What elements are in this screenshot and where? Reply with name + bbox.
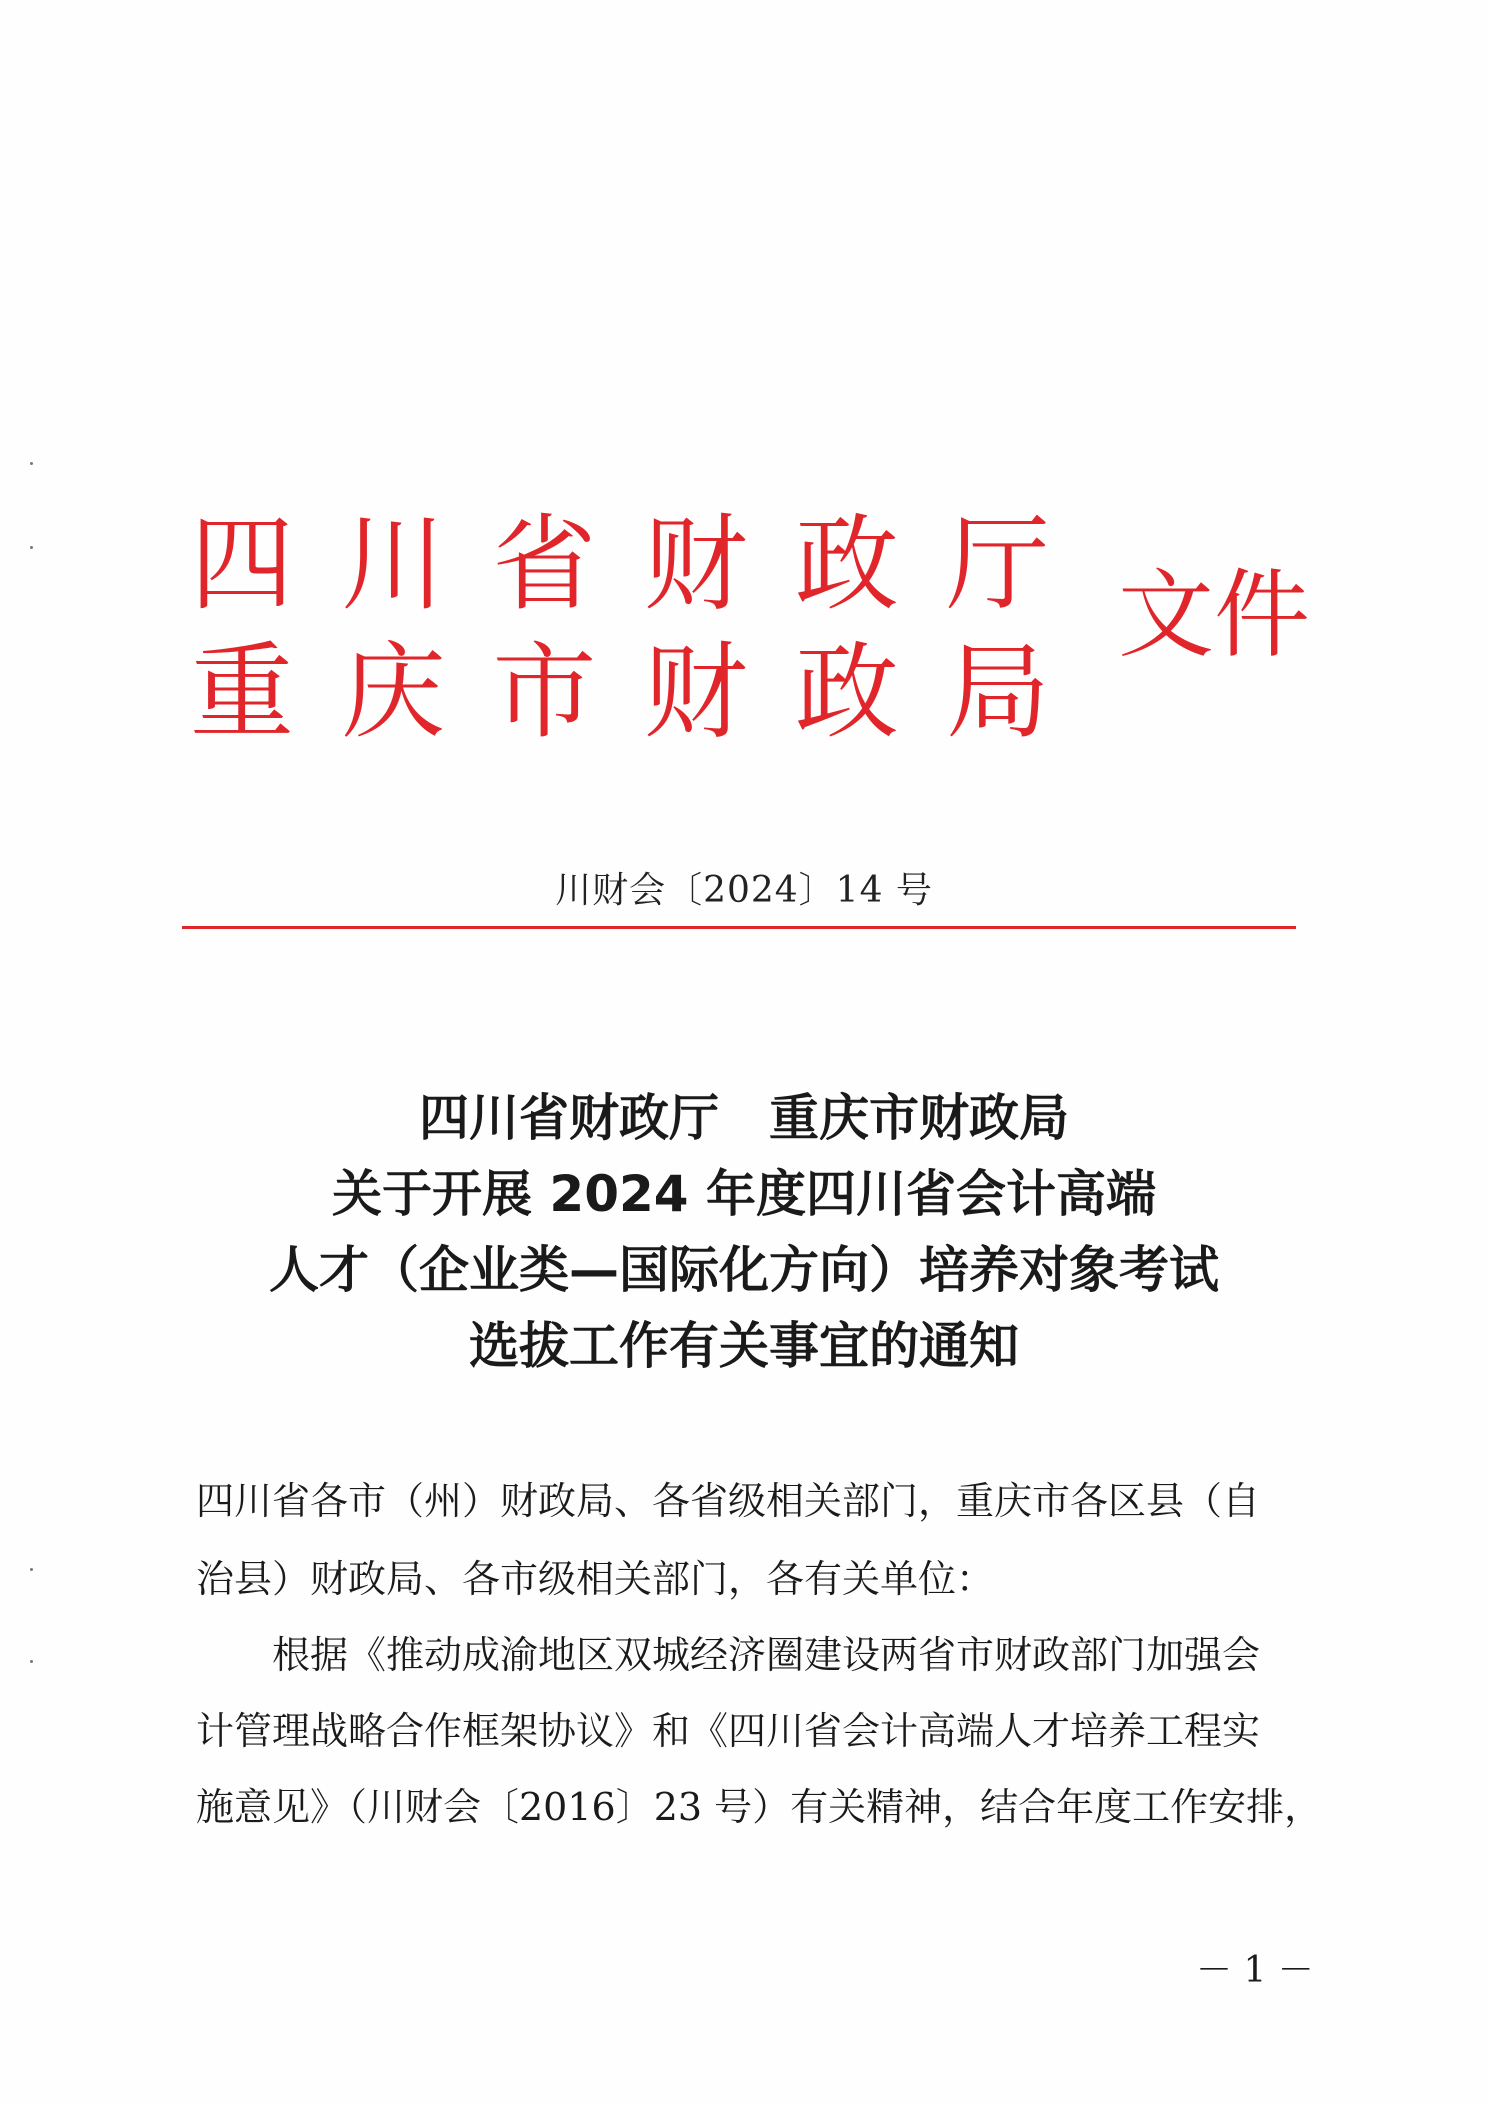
body-line: 根据《推动成渝地区双城经济圈建设两省市财政部门加强会: [196, 1633, 1261, 1677]
issuer-char: 省: [492, 503, 597, 625]
issuer-char: 财: [643, 503, 748, 625]
issuer-char: 四: [190, 503, 295, 625]
issuer-char: 财: [643, 631, 748, 753]
scan-mark: [30, 1660, 33, 1663]
issuer-char: 政: [794, 631, 899, 753]
scan-mark: [30, 462, 33, 465]
scan-mark: [30, 546, 33, 549]
red-separator-line: [182, 926, 1296, 929]
page-number: － 1 －: [1196, 1950, 1314, 1991]
issuer-char: 厅: [945, 503, 1050, 625]
title-line: 关于开展 2024 年度四川省会计高端: [332, 1165, 1156, 1223]
issuer-char: 重: [190, 631, 295, 753]
issuer-char: 政: [794, 503, 899, 625]
issuer-header: [190, 500, 1050, 756]
issuer-char: 庆: [341, 631, 446, 753]
document-title: [0, 1080, 1488, 1384]
issuer-char: 局: [945, 631, 1050, 753]
title-line: 四川省财政厅 重庆市财政局: [419, 1089, 1069, 1147]
scan-mark: [30, 1568, 33, 1571]
body-line: 治县）财政局、各市级相关部门，各有关单位：: [196, 1557, 995, 1601]
issuer-line-sichuan: [190, 500, 1050, 628]
issuer-char: 川: [341, 503, 446, 625]
document-number: 川财会〔2024〕14 号: [555, 870, 933, 911]
body-line: 施意见》（川财会〔2016〕23 号）有关精神，结合年度工作安排，: [196, 1785, 1323, 1829]
issuer-line-chongqing: [190, 628, 1050, 756]
body-line: 计管理战略合作框架协议》和《四川省会计高端人才培养工程实: [196, 1709, 1261, 1753]
doc-type-label: 文件: [1118, 559, 1310, 671]
body-line: 四川省各市（州）财政局、各省级相关部门，重庆市各区县（自: [196, 1479, 1261, 1523]
title-line: 人才（企业类—国际化方向）培养对象考试: [269, 1241, 1219, 1299]
title-line: 选拔工作有关事宜的通知: [469, 1317, 1019, 1375]
issuer-char: 市: [492, 631, 597, 753]
